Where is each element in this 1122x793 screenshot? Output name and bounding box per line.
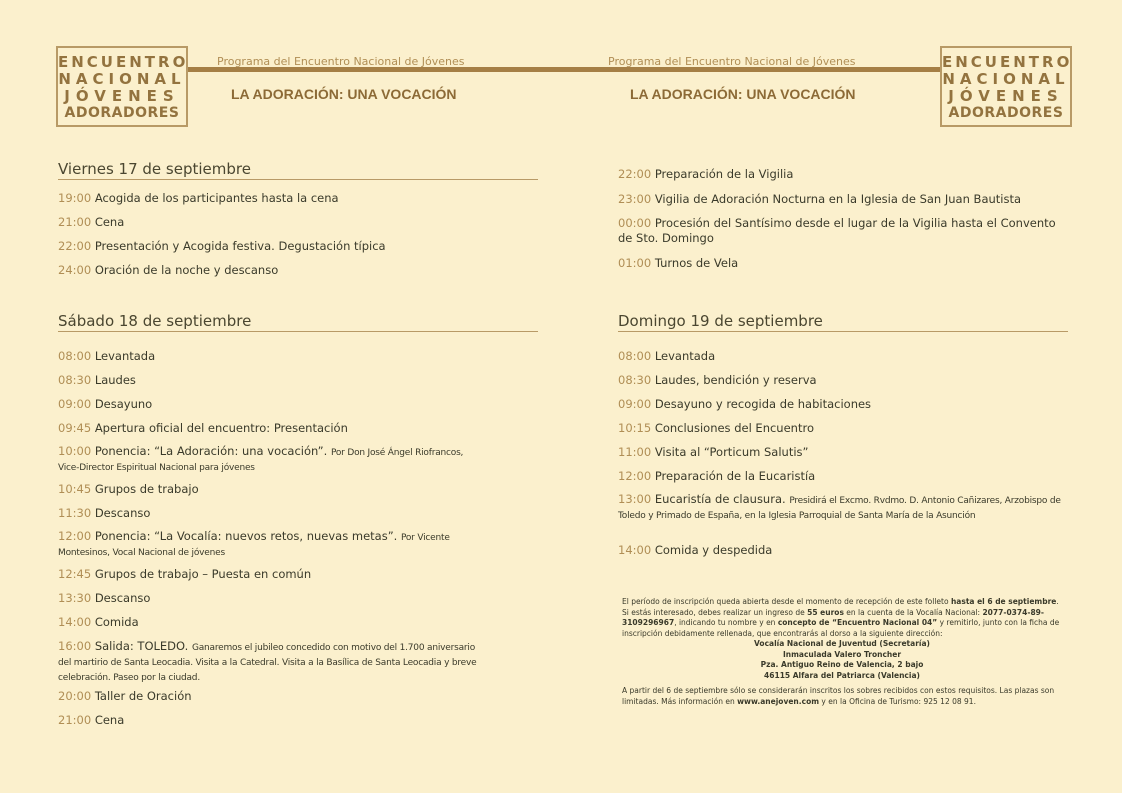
logo-line: JÓVENES xyxy=(64,87,180,105)
info-text: en la cuenta de la Vocalía Nacional: xyxy=(843,607,983,617)
event-text: Oración de la noche y descanso xyxy=(94,263,279,277)
event-time: 14:00 xyxy=(58,615,92,629)
event-domingo-2 xyxy=(618,373,1068,388)
info-text: y remitirlo, junto con la ficha de inscripción debidamente rellenada, que encontrarás al dorso a la siguiente dirección: xyxy=(622,618,1060,638)
event-viernes-4 xyxy=(58,263,538,278)
event-text: Preparación de la Vigilia xyxy=(654,167,794,181)
info-text: . Si estás interesado, debes realizar un ingreso de xyxy=(622,597,1059,617)
event-text: Comida y despedida xyxy=(654,543,773,557)
registration-info xyxy=(622,597,1062,707)
event-text: Turnos de Vela xyxy=(654,256,739,270)
event-domingo-5 xyxy=(618,445,1068,460)
event-time: 12:00 xyxy=(618,469,652,483)
event-time: 14:00 xyxy=(618,543,652,557)
logo-line: ENCUENTRO xyxy=(942,53,1073,71)
event-sabado-12 xyxy=(58,639,488,684)
event-vigilia-4 xyxy=(618,256,1068,271)
event-text: Procesión del Santísimo desde el lugar de la Vigilia hasta el Convento de Sto. Domingo xyxy=(618,216,1056,245)
event-time: 21:00 xyxy=(58,713,92,727)
event-time: 23:00 xyxy=(618,192,652,206)
event-vigilia-3 xyxy=(618,216,1068,246)
address-line: Vocalía Nacional de Juventud (Secretaría) xyxy=(754,639,930,648)
event-time: 22:00 xyxy=(58,239,92,253)
website-link[interactable]: www.anejoven.com xyxy=(737,696,820,706)
event-text: Ponencia: “La Adoración: una vocación”. xyxy=(94,444,328,458)
event-time: 00:00 xyxy=(618,216,652,230)
event-viernes-3 xyxy=(58,239,538,254)
event-sabado-10 xyxy=(58,591,538,606)
event-text: Apertura oficial del encuentro: Presentación xyxy=(94,421,348,435)
event-text: Laudes, bendición y reserva xyxy=(654,373,817,387)
event-note: Ganaremos el jubileo concedido con motivo del 1.700 aniversario del martirio de Santa Leocadia. Visita a la Catedral. Visita a la Basílica de Santa Leocadia y breve celebración. Paseo por la ciudad. xyxy=(58,643,477,683)
event-text: Descanso xyxy=(94,506,151,520)
event-text: Presentación y Acogida festiva. Degustación típica xyxy=(94,239,386,253)
event-time: 13:30 xyxy=(58,591,92,605)
event-time: 11:30 xyxy=(58,506,92,520)
logo-line: ENCUENTRO xyxy=(58,53,189,71)
event-time: 12:00 xyxy=(58,529,92,543)
event-time: 09:00 xyxy=(618,397,652,411)
event-time: 13:00 xyxy=(618,492,652,506)
event-sabado-5 xyxy=(58,444,478,474)
event-vigilia-2 xyxy=(618,192,1068,207)
logo-line: NACIONAL xyxy=(58,70,186,88)
info-price: 55 euros xyxy=(807,607,844,617)
event-sabado-1 xyxy=(58,349,538,364)
event-domingo-6 xyxy=(618,469,1068,484)
event-time: 19:00 xyxy=(58,191,92,205)
event-time: 10:15 xyxy=(618,421,652,435)
logo-line: NACIONAL xyxy=(942,70,1070,88)
event-sabado-8 xyxy=(58,529,478,559)
event-viernes-2 xyxy=(58,215,538,230)
event-time: 11:00 xyxy=(618,445,652,459)
logo-line: JÓVENES xyxy=(948,87,1064,105)
info-concept: concepto de “Encuentro Nacional 04” xyxy=(777,618,938,627)
address-line: Pza. Antiguo Reino de Valencia, 2 bajo xyxy=(760,660,924,669)
header-title-right: LA ADORACIÓN: UNA VOCACIÓN xyxy=(630,86,856,102)
info-paragraph-2 xyxy=(622,686,1062,707)
heading-viernes: Viernes 17 de septiembre xyxy=(58,160,538,180)
event-sabado-14 xyxy=(58,713,538,728)
event-domingo-1 xyxy=(618,349,1068,364)
event-text: Eucaristía de clausura. xyxy=(654,492,786,506)
info-text: , indicando tu nombre y en xyxy=(674,618,778,627)
event-time: 12:45 xyxy=(58,567,92,581)
event-text: Preparación de la Eucaristía xyxy=(654,469,816,483)
logo-line: ADORADORES xyxy=(948,105,1064,121)
event-viernes-1 xyxy=(58,191,538,206)
event-text: Taller de Oración xyxy=(94,689,192,703)
event-text: Vigilia de Adoración Nocturna en la Iglesia de San Juan Bautista xyxy=(654,192,1022,206)
header-subtitle-left: Programa del Encuentro Nacional de Jóvenes xyxy=(217,55,465,68)
event-time: 22:00 xyxy=(618,167,652,181)
event-time: 09:45 xyxy=(58,421,92,435)
event-sabado-3 xyxy=(58,397,538,412)
event-sabado-9 xyxy=(58,567,538,582)
event-time: 24:00 xyxy=(58,263,92,277)
event-text: Grupos de trabajo xyxy=(94,482,199,496)
event-sabado-2 xyxy=(58,373,538,388)
event-domingo-8 xyxy=(618,543,1068,558)
event-text: Salida: TOLEDO. xyxy=(94,639,189,653)
logo-right xyxy=(940,46,1072,127)
event-text: Visita al “Porticum Salutis” xyxy=(654,445,809,459)
address-line: 46115 Alfara del Patriarca (Valencia) xyxy=(764,670,920,680)
event-text: Desayuno y recogida de habitaciones xyxy=(654,397,872,411)
event-time: 21:00 xyxy=(58,215,92,229)
event-text: Levantada xyxy=(654,349,716,363)
heading-sabado: Sábado 18 de septiembre xyxy=(58,312,538,332)
event-note: Por Vicente Montesinos, Vocal Nacional de jóvenes xyxy=(58,533,450,558)
event-time: 20:00 xyxy=(58,689,92,703)
event-time: 08:00 xyxy=(618,349,652,363)
event-time: 09:00 xyxy=(58,397,92,411)
event-note: Presidirá el Excmo. Rvdmo. D. Antonio Cañizares, Arzobispo de Toledo y Primado de España, en la Iglesia Parroquial de Santa María de la Asunción xyxy=(618,496,1061,521)
header-title-left: LA ADORACIÓN: UNA VOCACIÓN xyxy=(231,86,457,102)
info-paragraph-1 xyxy=(622,597,1062,639)
header-subtitle-right: Programa del Encuentro Nacional de Jóvenes xyxy=(608,55,856,68)
event-text: Acogida de los participantes hasta la cena xyxy=(94,191,339,205)
info-text: y en la Oficina de Turismo: 925 12 08 91. xyxy=(819,696,976,706)
event-text: Comida xyxy=(94,615,139,629)
event-text: Cena xyxy=(94,215,125,229)
event-text: Conclusiones del Encuentro xyxy=(654,421,814,435)
event-time: 16:00 xyxy=(58,639,92,653)
event-text: Levantada xyxy=(94,349,156,363)
event-sabado-7 xyxy=(58,506,538,521)
info-deadline: hasta el 6 de septiembre xyxy=(950,597,1057,606)
event-sabado-4 xyxy=(58,421,538,436)
info-account: 2077-0374-89-3109296967 xyxy=(622,607,1044,627)
event-domingo-4 xyxy=(618,421,1068,436)
event-sabado-13 xyxy=(58,689,538,704)
event-text: Grupos de trabajo – Puesta en común xyxy=(94,567,312,581)
event-time: 10:00 xyxy=(58,444,92,458)
event-time: 10:45 xyxy=(58,482,92,496)
logo-left xyxy=(56,46,188,127)
address-line: Inmaculada Valero Troncher xyxy=(782,649,902,659)
info-text: El período de inscripción queda abierta desde el momento de recepción de este folleto xyxy=(622,597,951,606)
event-sabado-11 xyxy=(58,615,538,630)
event-time: 01:00 xyxy=(618,256,652,270)
event-text: Descanso xyxy=(94,591,151,605)
info-text: A partir del 6 de septiembre sólo se considerarán inscritos los sobres recibidos con estos requisitos. Las plazas son limitadas. Más información en xyxy=(622,686,1055,706)
logo-line: ADORADORES xyxy=(64,105,180,121)
event-text: Ponencia: “La Vocalía: nuevos retos, nuevas metas”. xyxy=(94,529,398,543)
event-text: Laudes xyxy=(94,373,136,387)
event-vigilia-1 xyxy=(618,167,1068,182)
event-domingo-3 xyxy=(618,397,1068,412)
event-text: Desayuno xyxy=(94,397,153,411)
heading-domingo: Domingo 19 de septiembre xyxy=(618,312,1068,332)
event-text: Cena xyxy=(94,713,125,727)
event-note: Por Don José Ángel Riofrancos, Vice-Director Espiritual Nacional para jóvenes xyxy=(58,448,464,473)
event-time: 08:30 xyxy=(58,373,92,387)
event-sabado-6 xyxy=(58,482,538,497)
event-domingo-7 xyxy=(618,492,1068,522)
event-time: 08:30 xyxy=(618,373,652,387)
event-time: 08:00 xyxy=(58,349,92,363)
